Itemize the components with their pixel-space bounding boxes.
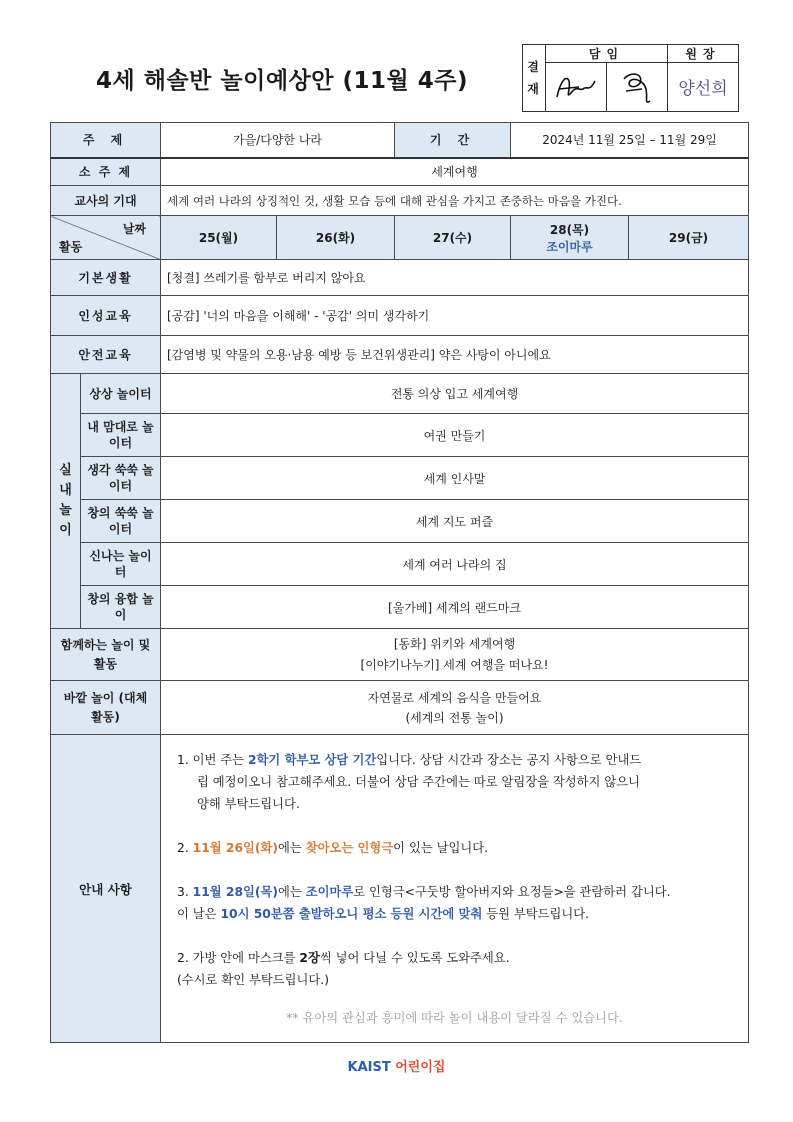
outdoor-line-1: 자연물로 세계의 음식을 만들어요 bbox=[367, 690, 542, 705]
indoor-area-activity: 여권 만들기 bbox=[161, 414, 749, 457]
indoor-area-name: 창의 쑥쑥 놀이터 bbox=[81, 500, 161, 543]
teacher-signature-2 bbox=[607, 63, 668, 112]
indoor-play-label bbox=[51, 374, 81, 629]
indoor-area-activity: 세계 지도 퍼즐 bbox=[161, 500, 749, 543]
together-line-1: [동화] 위키와 세계여행 bbox=[393, 636, 516, 651]
page-title: 4세 해솔반 놀이예상안 (11월 4주) bbox=[96, 68, 468, 94]
indoor-area-activity: [울가베] 세계의 랜드마크 bbox=[161, 586, 749, 629]
outdoor-content bbox=[161, 681, 749, 735]
notice-item-1-end: 양해 부탁드립니다. bbox=[197, 797, 300, 811]
safety-content: [감염병 및 약물의 오용·남용 예방 등 보건위생관리] 약은 사탕이 아니에요 bbox=[161, 336, 749, 374]
expectation-label: 교사의 기대 bbox=[51, 186, 161, 216]
together-line-2: [이야기나누기] 세계 여행을 떠나요! bbox=[360, 657, 549, 672]
subtheme-label: 소 주 제 bbox=[51, 158, 161, 186]
together-label: 함께하는 놀이 및 활동 bbox=[51, 629, 161, 681]
indoor-area-name: 상상 놀이터 bbox=[81, 374, 161, 414]
indoor-area-name: 신나는 놀이터 bbox=[81, 543, 161, 586]
indoor-area-name: 생각 쑥쑥 놀이터 bbox=[81, 457, 161, 500]
approval-label: 결 재 bbox=[523, 45, 546, 112]
day-thu-event: 조이마루 bbox=[546, 239, 593, 254]
weekly-plan-table bbox=[50, 122, 749, 1043]
notice-item-1: 1. 이번 주는 2학기 학부모 상담 기간입니다. 상담 시간과 장소는 공지 사항으로 안내드 bbox=[177, 753, 642, 767]
day-wed: 27(수) bbox=[395, 216, 511, 260]
indoor-play-label-text: 실 내 놀 이 bbox=[59, 463, 72, 538]
notice-item-3: 3. 11월 28일(목)에는 조이마루로 인형극<구둣방 할아버지와 요정들>을 관람하러 갑니다. bbox=[177, 885, 671, 899]
notice-content bbox=[161, 735, 749, 1043]
indoor-area-activity: 세계 인사말 bbox=[161, 457, 749, 500]
period-label: 기 간 bbox=[395, 123, 511, 158]
outdoor-line-2: (세계의 전통 놀이) bbox=[405, 710, 504, 725]
period-value: 2024년 11월 25일 – 11월 29일 bbox=[511, 123, 749, 158]
director-signature bbox=[668, 63, 739, 112]
notice-item-4: 2. 가방 안에 마스크를 2장씩 넣어 다닐 수 있도록 도와주세요. bbox=[177, 951, 510, 965]
notice-item-1-cont: 립 예정이오니 참고해주세요. 더불어 상담 주간에는 따로 알림장을 작성하지 않으니 bbox=[197, 775, 640, 789]
logo-text: 어린이집 bbox=[395, 1060, 446, 1075]
character-label: 인성교육 bbox=[51, 296, 161, 336]
theme-label: 주 제 bbox=[51, 123, 161, 158]
expectation-value: 세계 여러 나라의 상징적인 것, 생활 모습 등에 대해 관심을 가지고 존중하는 마음을 가진다. bbox=[161, 186, 749, 216]
day-thu-date: 28(목) bbox=[549, 222, 590, 237]
theme-value: 가을/다양한 나라 bbox=[161, 123, 395, 158]
notice-item-4-cont: (수시로 확인 부탁드립니다.) bbox=[177, 973, 329, 987]
teacher-header: 담임 bbox=[546, 45, 668, 63]
character-content: [공감] '너의 마음을 이해해' - '공감' 의미 생각하기 bbox=[161, 296, 749, 336]
notice-label: 안내 사항 bbox=[51, 735, 161, 1043]
indoor-area-name: 창의 융합 놀이 bbox=[81, 586, 161, 629]
notice-item-3-cont: 이 날은 10시 50분쯤 출발하오니 평소 등원 시간에 맞춰 등원 부탁드립니다. bbox=[177, 907, 590, 921]
day-fri: 29(금) bbox=[629, 216, 749, 260]
indoor-area-activity: 세계 여러 나라의 집 bbox=[161, 543, 749, 586]
director-header: 원장 bbox=[668, 45, 739, 63]
logo-kaist: KAIST bbox=[347, 1060, 391, 1075]
date-activity-header bbox=[51, 216, 161, 260]
approval-box bbox=[522, 44, 739, 112]
indoor-area-name: 내 맘대로 놀이터 bbox=[81, 414, 161, 457]
basic-life-content: [청결] 쓰레기를 함부로 버리지 않아요 bbox=[161, 260, 749, 296]
teacher-signature-1 bbox=[546, 63, 607, 112]
kaist-daycare-logo bbox=[0, 1056, 793, 1075]
date-label: 날짜 bbox=[122, 222, 146, 236]
subtheme-value: 세계여행 bbox=[161, 158, 749, 186]
day-thu bbox=[511, 216, 629, 260]
indoor-area-activity: 전통 의상 입고 세계여행 bbox=[161, 374, 749, 414]
safety-label: 안전교육 bbox=[51, 336, 161, 374]
notice-footnote: ** 유아의 관심과 흥미에 따라 놀이 내용이 달라질 수 있습니다. bbox=[286, 1011, 623, 1025]
together-content bbox=[161, 629, 749, 681]
day-mon: 25(월) bbox=[161, 216, 277, 260]
notice-item-2: 2. 11월 26일(화)에는 찾아오는 인형극이 있는 날입니다. bbox=[177, 841, 489, 855]
outdoor-label: 바깥 놀이 (대체 활동) bbox=[51, 681, 161, 735]
day-tue: 26(화) bbox=[277, 216, 395, 260]
director-signature-text: 양선희 bbox=[678, 79, 728, 99]
activity-label: 활동 bbox=[59, 240, 83, 254]
basic-life-label: 기본생활 bbox=[51, 260, 161, 296]
